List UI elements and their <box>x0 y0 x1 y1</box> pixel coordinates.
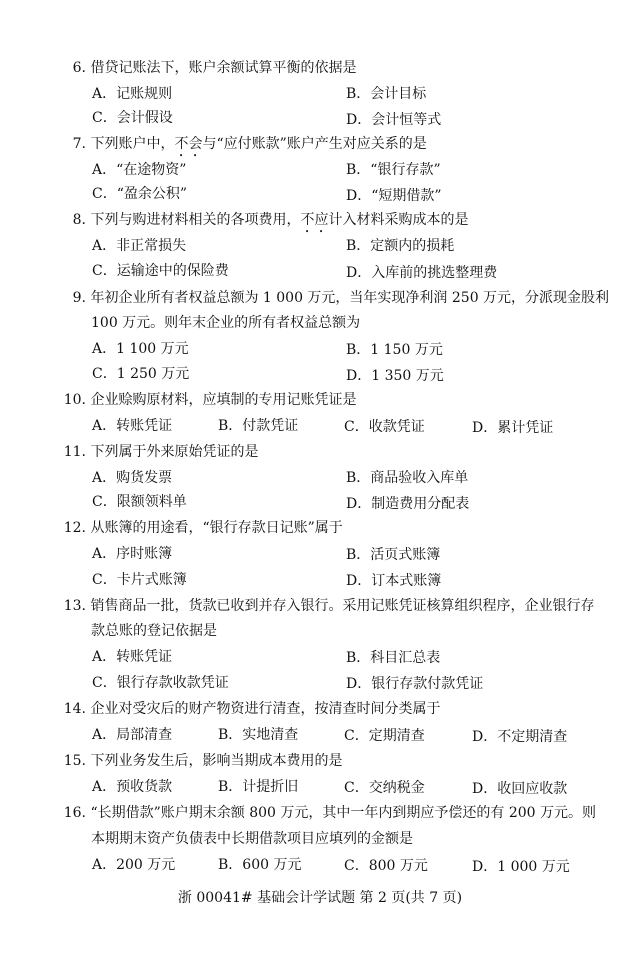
question-12-option-c: C．卡片式账簿 <box>92 572 187 588</box>
question-14-option-a: A．局部清查 <box>92 727 173 743</box>
question-7-option-c: C．“盈余公积” <box>92 186 188 202</box>
question-7-option-a: A．“在途物资” <box>92 162 187 178</box>
question-11-option-b: B．商品验收入库单 <box>346 470 469 486</box>
question-10-option-c: C．收款凭证 <box>344 419 425 435</box>
question-10-option-a: A．转账凭证 <box>92 418 173 434</box>
question-14-option-c: C．定期清查 <box>344 728 425 744</box>
question-9-stem: 9. 年初企业所有者权益总额为 1 000 万元，当年实现净利润 250 万元，分派现金股利 <box>72 290 610 306</box>
question-11-option-c: C．限额领料单 <box>92 494 187 510</box>
question-11-option-a: A．购货发票 <box>92 470 173 486</box>
emphasis-not: 不会 <box>174 136 203 152</box>
question-6-option-b: B．会计目标 <box>346 86 427 102</box>
question-6-option-c: C．会计假设 <box>92 110 173 126</box>
question-8-stem: 8. 下列与购进材料相关的各项费用，不应计入材料采购成本的是 <box>72 212 469 228</box>
question-16-option-a: A．200 万元 <box>92 857 176 873</box>
question-11-option-d: D．制造费用分配表 <box>346 496 470 512</box>
question-12-option-b: B．活页式账簿 <box>346 547 441 563</box>
question-13-option-b: B．科目汇总表 <box>346 650 441 666</box>
question-14-option-b: B．实地清查 <box>218 727 299 743</box>
question-6-option-d: D．会计恒等式 <box>346 112 442 128</box>
question-9-option-c: C．1 250 万元 <box>92 366 190 382</box>
question-12-option-a: A．序时账簿 <box>92 546 173 562</box>
question-10-option-b: B．付款凭证 <box>218 418 299 434</box>
question-13-option-c: C．银行存款收款凭证 <box>92 675 229 691</box>
question-13-stem: 13. 销售商品一批，货款已收到并存入银行。采用记账凭证核算组织程序，企业银行存 <box>63 598 595 614</box>
question-15-option-d: D．收回应收款 <box>472 781 568 797</box>
question-12-stem: 12. 从账簿的用途看，“银行存款日记账”属于 <box>63 520 343 536</box>
question-16-stem: 16. “长期借款”账户期末余额 800 万元，其中一年内到期应予偿还的有 200 万元。则 <box>63 805 597 821</box>
emphasis-should-not: 不应 <box>300 212 329 228</box>
question-10-stem: 10. 企业赊购原材料，应填制的专用记账凭证是 <box>63 392 357 408</box>
question-15-option-b: B．计提折旧 <box>218 779 299 795</box>
question-9-stem-cont: 100 万元。则年末企业的所有者权益总额为 <box>91 315 361 331</box>
question-9-option-d: D．1 350 万元 <box>346 368 444 384</box>
question-6-stem: 6. 借贷记账法下，账户余额试算平衡的依据是 <box>72 60 357 76</box>
question-16-stem-cont: 本期期末资产负债表中长期借款项目应填列的金额是 <box>91 831 413 847</box>
question-11-stem: 11. 下列属于外来原始凭证的是 <box>63 444 259 460</box>
question-14-option-d: D．不定期清查 <box>472 729 568 745</box>
question-16-option-b: B．600 万元 <box>218 857 302 873</box>
question-9-option-b: B．1 150 万元 <box>346 342 443 358</box>
question-16-option-c: C．800 万元 <box>344 858 428 874</box>
question-8-option-a: A．非正常损失 <box>92 238 187 254</box>
question-7-stem: 7. 下列账户中，不会与“应付账款”账户产生对应关系的是 <box>72 136 427 152</box>
question-8-option-b: B．定额内的损耗 <box>346 238 455 254</box>
question-14-stem: 14. 企业对受灾后的财产物资进行清查，按清查时间分类属于 <box>63 701 441 717</box>
question-13-stem-cont: 款总账的登记依据是 <box>91 623 217 639</box>
question-13-option-d: D．银行存款付款凭证 <box>346 676 484 692</box>
question-15-option-c: C．交纳税金 <box>344 780 425 796</box>
question-8-option-d: D．入库前的挑选整理费 <box>346 265 498 281</box>
question-16-option-d: D．1 000 万元 <box>472 859 570 875</box>
question-10-option-d: D．累计凭证 <box>472 420 554 436</box>
question-15-stem: 15. 下列业务发生后，影响当期成本费用的是 <box>63 753 343 769</box>
question-9-option-a: A．1 100 万元 <box>92 341 189 357</box>
question-13-option-a: A．转账凭证 <box>92 649 173 665</box>
question-15-option-a: A．预收货款 <box>92 779 173 795</box>
question-7-option-d: D．“短期借款” <box>346 188 442 204</box>
question-6-option-a: A．记账规则 <box>92 86 173 102</box>
question-7-option-b: B．“银行存款” <box>346 162 441 178</box>
page-footer: 浙 00041# 基础会计学试题 第 2 页(共 7 页) <box>177 890 463 906</box>
question-8-option-c: C．运输途中的保险费 <box>92 263 229 279</box>
question-12-option-d: D．订本式账簿 <box>346 573 442 589</box>
